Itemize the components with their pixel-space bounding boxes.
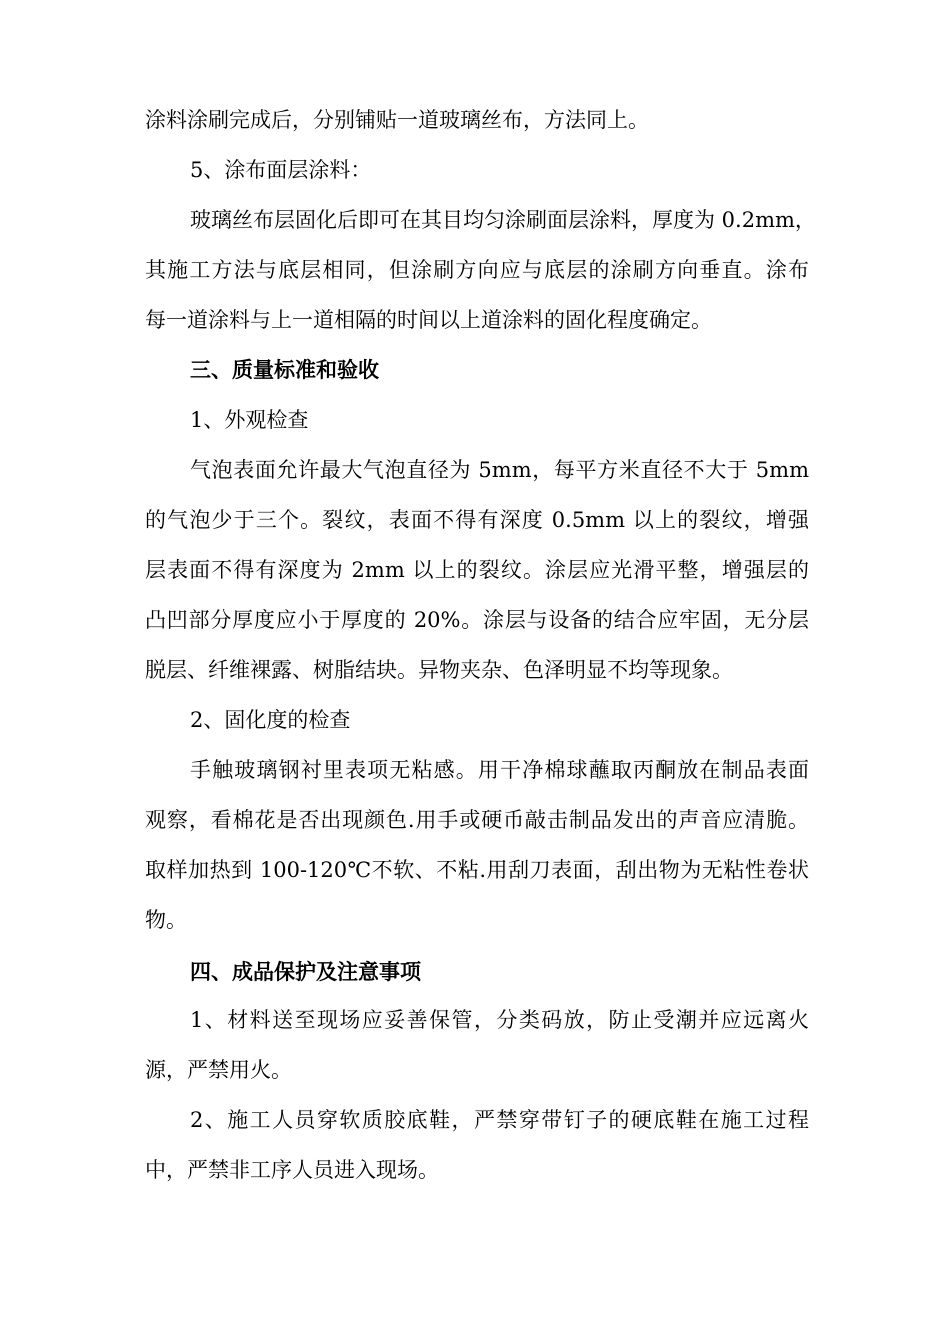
section-heading-product-protection: 四、成品保护及注意事项 <box>190 959 421 984</box>
text-line-22: 中，严禁非工序人员进入现场。 <box>145 1158 439 1182</box>
text-line-4: 其施工方法与底层相同，但涂刷方向应与底层的涂刷方向垂直。涂布 <box>145 258 809 282</box>
text-line-9: 的气泡少于三个。裂纹，表面不得有深度 0.5mm 以上的裂纹，增强 <box>145 508 809 532</box>
subsection-heading-5: 5、涂布面层涂料： <box>190 158 372 182</box>
text-line-5: 每一道涂料与上一道相隔的时间以上道涂料的固化程度确定。 <box>145 308 712 332</box>
text-line-1: 涂料涂刷完成后，分别铺贴一道玻璃丝布，方法同上。 <box>145 108 649 132</box>
text-line-21: 2、施工人员穿软质胶底鞋，严禁穿带钉子的硬底鞋在施工过程 <box>190 1108 809 1132</box>
text-line-10: 层表面不得有深度为 2mm 以上的裂纹。涂层应光滑平整，增强层的 <box>145 558 809 582</box>
section-heading-quality-standards: 三、质量标准和验收 <box>190 357 379 382</box>
text-line-3: 玻璃丝布层固化后即可在其目均匀涂刷面层涂料，厚度为 0.2mm， <box>190 208 816 232</box>
text-line-11: 凸凹部分厚度应小于厚度的 20%。涂层与设备的结合应牢固，无分层 <box>145 608 809 632</box>
text-line-16: 取样加热到 100-120℃不软、不粘.用刮刀表面，刮出物为无粘性卷状 <box>145 858 809 882</box>
text-line-19: 1、材料送至现场应妥善保管，分类码放，防止受潮并应远离火 <box>190 1008 809 1032</box>
text-line-15: 观察，看棉花是否出现颜色.用手或硬币敲击制品发出的声音应清脆。 <box>145 808 809 832</box>
text-line-12: 脱层、纤维裸露、树脂结块。异物夹杂、色泽明显不均等现象。 <box>145 658 733 682</box>
text-line-14: 手触玻璃钢衬里表项无粘感。用干净棉球蘸取丙酮放在制品表面 <box>190 758 809 782</box>
subsection-heading-appearance-check: 1、外观检查 <box>190 408 309 432</box>
subsection-heading-curing-check: 2、固化度的检查 <box>190 708 351 732</box>
text-line-8: 气泡表面允许最大气泡直径为 5mm，每平方米直径不大于 5mm <box>190 458 809 482</box>
text-line-20: 源，严禁用火。 <box>145 1058 292 1082</box>
text-line-17: 物。 <box>145 908 187 932</box>
